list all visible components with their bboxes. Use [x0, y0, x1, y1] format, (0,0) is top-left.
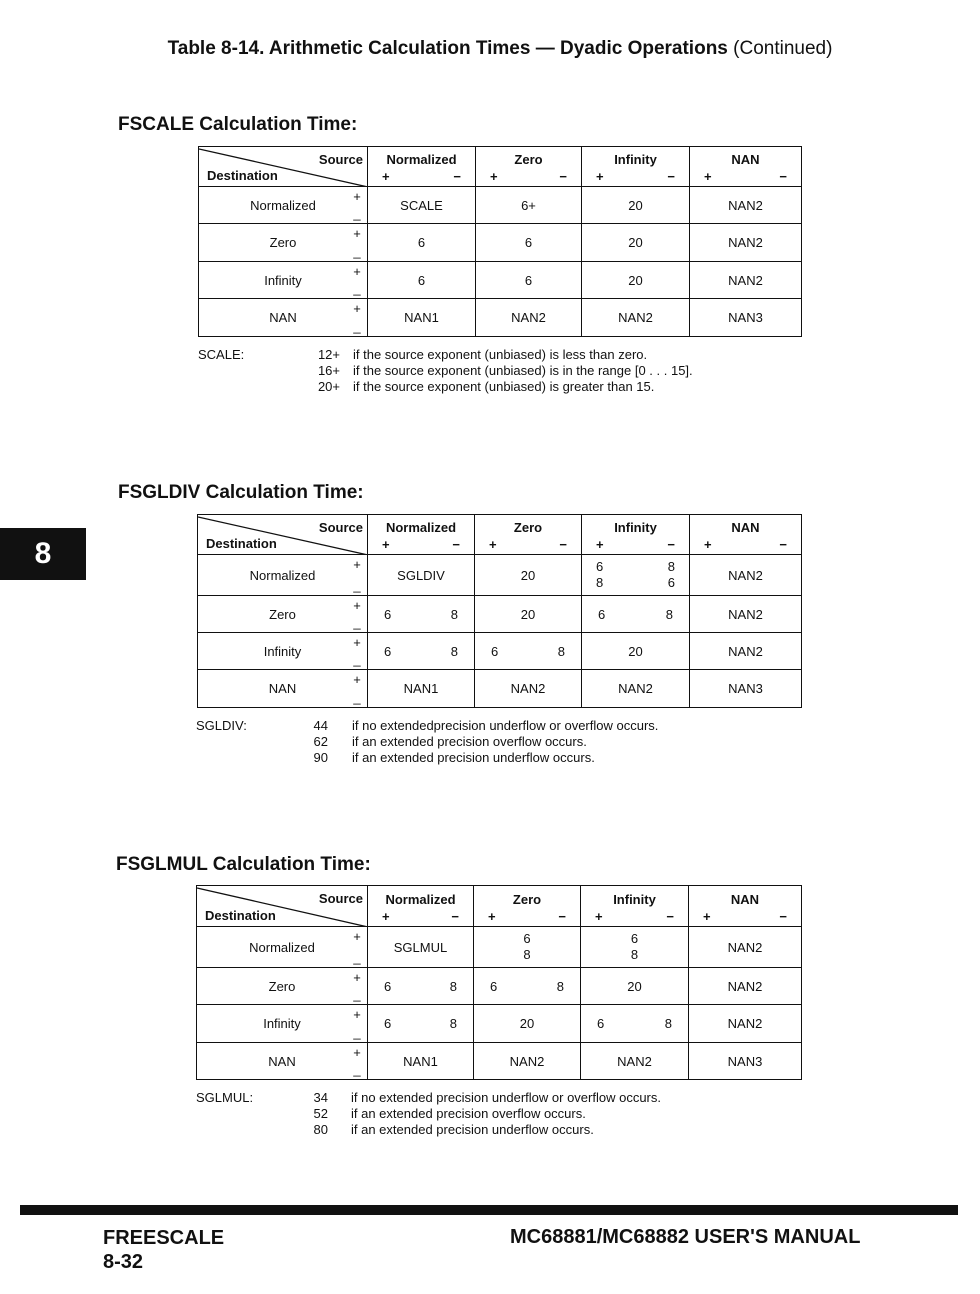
- footer-company: FREESCALE: [103, 1227, 225, 1249]
- row-label-zero: Zero + _: [197, 968, 368, 1005]
- table-row: [197, 927, 802, 968]
- table-cell: 20: [582, 224, 690, 262]
- column-header-infinity: Infinity + −: [582, 147, 690, 187]
- table-cell: 6 8: [368, 968, 474, 1005]
- table-cell: 6 8: [475, 633, 582, 670]
- note-text: if an extended precision underflow occurs.: [351, 1122, 594, 1137]
- note-value: 80: [313, 1122, 328, 1137]
- footer-rule: [20, 1205, 958, 1215]
- note-text: if an extended precision underflow occurs.: [352, 750, 595, 765]
- row-label-infinity: Infinity + _: [197, 1005, 368, 1043]
- table-cell: 20: [475, 555, 582, 596]
- note-label: SGLMUL:: [196, 1090, 254, 1105]
- table-cell: 20: [582, 262, 690, 299]
- table-cell: NAN2: [475, 670, 582, 708]
- table-row: [198, 670, 802, 708]
- column-header-normalized: Normalized + −: [368, 886, 474, 927]
- page-title: [0, 38, 980, 60]
- column-header-zero: Zero + −: [476, 147, 582, 187]
- chapter-tab: 8: [0, 528, 86, 580]
- row-label-normalized: Normalized + _: [199, 187, 368, 224]
- table-cell: 6 8: [581, 1005, 689, 1043]
- table-cell: 6 8: [368, 596, 475, 633]
- table-cell: 20: [581, 968, 689, 1005]
- note-text: if the source exponent (unbiased) is in the range [0 . . . 15].: [353, 363, 693, 378]
- fsglmul-section-title: FSGLMUL Calculation Time:: [116, 854, 371, 875]
- table-cell: SGLDIV: [368, 555, 475, 596]
- note-value: 12+: [317, 347, 340, 362]
- table-cell: 6 8: [368, 1005, 474, 1043]
- fscale-section-title: FSCALE Calculation Time:: [118, 114, 358, 135]
- table-cell: 20: [474, 1005, 581, 1043]
- column-header-nan: NAN + −: [689, 886, 802, 927]
- corner-destination-label: Destination: [205, 908, 276, 923]
- column-header-infinity: Infinity + −: [582, 515, 690, 555]
- table-header-row: [199, 147, 802, 187]
- note-value: 62: [313, 734, 328, 749]
- table-cell: SGLMUL: [368, 927, 474, 968]
- fsgldiv-section-title: FSGLDIV Calculation Time:: [118, 482, 364, 503]
- table-cell: 6: [476, 262, 582, 299]
- row-label-zero: Zero + _: [199, 224, 368, 262]
- note-text: if an extended precision overflow occurs.: [352, 734, 587, 749]
- note-value: 20+: [317, 379, 340, 394]
- page-title-suffix: (Continued): [733, 38, 833, 59]
- table-cell: NAN2: [689, 968, 802, 1005]
- note-label: SGLDIV:: [196, 718, 247, 733]
- table-cell: 20: [582, 187, 690, 224]
- table-row: [197, 1005, 802, 1043]
- note-value: 34: [313, 1090, 328, 1105]
- table-cell: NAN2: [581, 1043, 689, 1080]
- table-cell: 20: [582, 633, 690, 670]
- row-label-normalized: Normalized + _: [197, 927, 368, 968]
- note-label: SCALE:: [198, 347, 245, 362]
- corner-destination-label: Destination: [207, 168, 278, 183]
- table-cell: SCALE: [368, 187, 476, 224]
- table-row: [197, 1043, 802, 1080]
- table-cell: NAN2: [689, 927, 802, 968]
- note-text: if no extended precision underflow or overflow occurs.: [351, 1090, 661, 1105]
- row-label-infinity: Infinity + _: [198, 633, 368, 670]
- table-cell: NAN2: [476, 299, 582, 337]
- footer-left: [103, 1226, 224, 1274]
- corner-source-label: Source: [318, 891, 363, 906]
- table-row: [199, 187, 802, 224]
- column-header-normalized: Normalized + −: [368, 147, 476, 187]
- note-text: if the source exponent (unbiased) is greater than 15.: [353, 379, 655, 394]
- table-cell: NAN2: [474, 1043, 581, 1080]
- table-cell: 6: [368, 262, 476, 299]
- table-row: [198, 633, 802, 670]
- table-header-row: [198, 515, 802, 555]
- page-title-main: Table 8-14. Arithmetic Calculation Times — Dyadic Operations: [167, 38, 728, 59]
- table-row: [197, 968, 802, 1005]
- footer-page-number: 8-32: [103, 1251, 144, 1273]
- note-value: 52: [313, 1106, 328, 1121]
- table-cell: 6 8: [582, 596, 690, 633]
- fscale-table: [198, 146, 802, 337]
- note-value: 44: [313, 718, 328, 733]
- column-header-infinity: Infinity + −: [581, 886, 689, 927]
- table-cell: 6: [476, 224, 582, 262]
- table-cell: NAN1: [368, 1043, 474, 1080]
- table-cell: NAN2: [690, 262, 802, 299]
- row-label-infinity: Infinity + _: [199, 262, 368, 299]
- column-header-nan: NAN + −: [690, 515, 802, 555]
- corner-source-label: Source: [318, 520, 363, 535]
- table-cell: 6: [368, 224, 476, 262]
- table-row: [198, 555, 802, 596]
- table-cell: NAN1: [368, 299, 476, 337]
- table-cell: NAN2: [690, 224, 802, 262]
- column-header-zero: Zero + −: [474, 886, 581, 927]
- row-label-zero: Zero + _: [198, 596, 368, 633]
- table-row: [199, 262, 802, 299]
- note-text: if the source exponent (unbiased) is less than zero.: [353, 347, 648, 362]
- note-value: 16+: [317, 363, 340, 378]
- row-label-nan: NAN + _: [199, 299, 368, 337]
- table-cell: 20: [475, 596, 582, 633]
- corner-destination-label: Destination: [206, 536, 277, 551]
- table-cell: 6+: [476, 187, 582, 224]
- table-cell: NAN2: [582, 299, 690, 337]
- table-row: [199, 224, 802, 262]
- column-header-nan: NAN + −: [690, 147, 802, 187]
- table-cell: NAN2: [689, 1005, 802, 1043]
- fsgldiv-table: [197, 514, 802, 708]
- corner-cell: [197, 886, 368, 927]
- table-row: [199, 299, 802, 337]
- note-value: 90: [313, 750, 328, 765]
- table-cell: NAN2: [690, 187, 802, 224]
- table-cell: NAN3: [689, 1043, 802, 1080]
- table-cell: NAN1: [368, 670, 475, 708]
- table-cell: NAN3: [690, 670, 802, 708]
- table-cell: 6 8 8 6: [582, 555, 690, 596]
- note-text: if an extended precision overflow occurs.: [351, 1106, 586, 1121]
- table-cell: NAN2: [582, 670, 690, 708]
- table-cell: 6 8: [368, 633, 475, 670]
- table-row: [198, 596, 802, 633]
- table-cell: NAN2: [690, 633, 802, 670]
- footer-manual-title: MC68881/MC68882 USER'S MANUAL: [510, 1226, 861, 1248]
- column-header-normalized: Normalized + −: [368, 515, 475, 555]
- table-cell: 6 8: [474, 927, 581, 968]
- row-label-nan: NAN + _: [198, 670, 368, 708]
- column-header-zero: Zero + −: [475, 515, 582, 555]
- table-cell: 6 8: [474, 968, 581, 1005]
- fsglmul-table: [196, 885, 802, 1080]
- corner-source-label: Source: [318, 152, 363, 167]
- table-cell: NAN2: [690, 555, 802, 596]
- table-cell: 6 8: [581, 927, 689, 968]
- row-label-normalized: Normalized + _: [198, 555, 368, 596]
- table-header-row: [197, 886, 802, 927]
- table-cell: NAN2: [690, 596, 802, 633]
- corner-cell: [198, 515, 368, 555]
- table-cell: NAN3: [690, 299, 802, 337]
- note-text: if no extendedprecision underflow or overflow occurs.: [352, 718, 659, 733]
- row-label-nan: NAN + _: [197, 1043, 368, 1080]
- corner-cell: [199, 147, 368, 187]
